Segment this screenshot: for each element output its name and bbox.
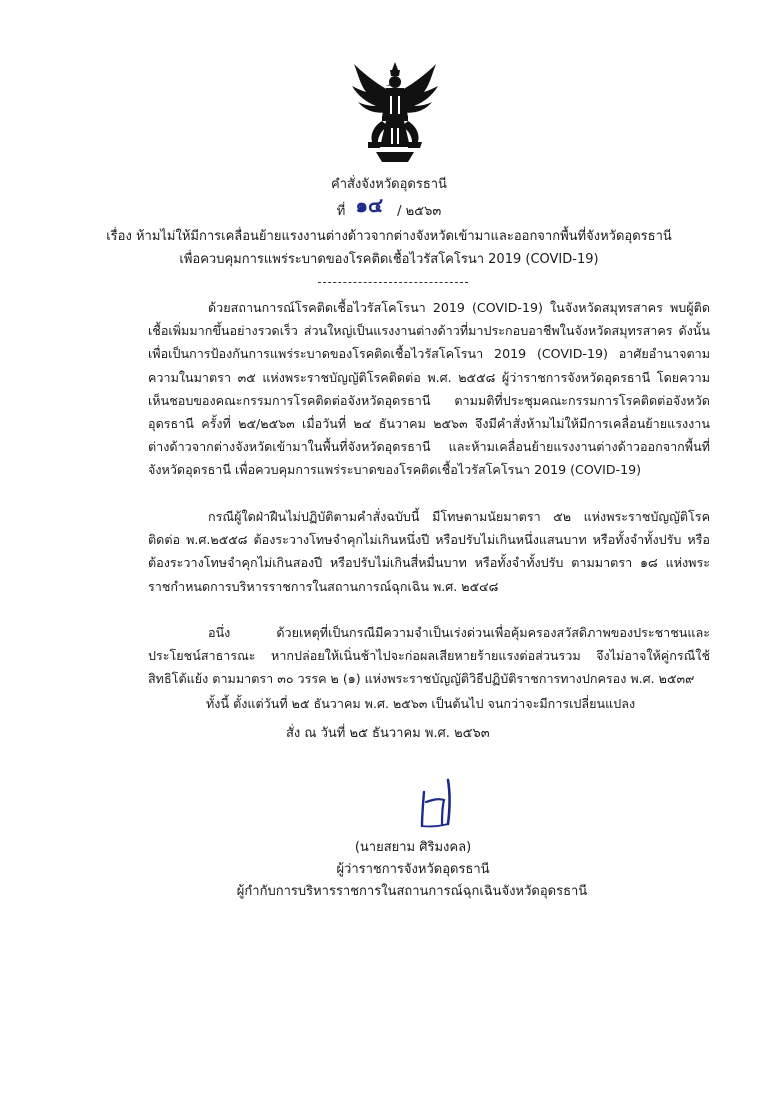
subject-line-1: เรื่อง ห้ามไม่ให้มีการเคลื่อนย้ายแรงงานต่างด้าวจากต่างจังหวัดเข้ามาและออกจากพื้นที่จังหวัดอุดรธานี bbox=[106, 229, 672, 244]
signer-name: (นายสยาม ศิริมงคล) bbox=[354, 840, 472, 855]
order-number-suffix: / ๒๕๖๓ bbox=[397, 204, 442, 219]
paragraph-3 bbox=[148, 621, 710, 691]
subject-line-2: เพื่อควบคุมการแพร่ระบาดของโรคติดเชื้อไวรัสโคโรนา 2019 (COVID-19) bbox=[179, 252, 599, 267]
order-number bbox=[60, 193, 718, 222]
signer-position-2: ผู้กำกับการบริหารราชการในสถานการณ์ฉุกเฉินจังหวัดอุดรธานี bbox=[236, 884, 588, 899]
handwritten-signature bbox=[412, 772, 468, 830]
paragraph-1 bbox=[148, 296, 710, 482]
order-number-handwritten: ๑๔ bbox=[355, 193, 384, 217]
garuda-emblem-icon bbox=[352, 60, 438, 164]
signed-date: สั่ง ณ วันที่ ๒๕ ธันวาคม พ.ศ. ๒๕๖๓ bbox=[286, 726, 490, 741]
signer-position-1: ผู้ว่าราชการจังหวัดอุดรธานี bbox=[336, 862, 490, 877]
paragraph-4-text: ทั้งนี้ ตั้งแต่วันที่ ๒๕ ธันวาคม พ.ศ. ๒๕๖๓ เป็นต้นไป จนกว่าจะมีการเปลี่ยนแปลง bbox=[206, 696, 636, 711]
divider-line bbox=[318, 282, 468, 283]
order-number-prefix: ที่ bbox=[336, 204, 346, 219]
paragraph-4 bbox=[148, 692, 748, 715]
paragraph-1-text: ด้วยสถานการณ์โรคติดเชื้อไวรัสโคโรนา 2019 (COVID-19) ในจังหวัดสมุทรสาคร พบผู้ติดเชื้อเพิ่มมากขึ้นอย่างรวดเร็ว ส่วนใหญ่เป็นแรงงานต่างด้าวที่มาประกอบอาชีพในจังหวัดสมุทรสาคร ดังนั้น เพื่อเป็นการป้องกันการแพร่ระบาดของโรคติดเชื้อไวรัสโคโรนา 2019 (COVID-19) อาศัยอำนาจตามความในมาตรา ๓๕ แห่งพระราชบัญญัติโรคติดต่อ พ.ศ. ๒๕๕๘ ผู้ว่าราชการจังหวัดอุดรธานี โดยความเห็นชอบของคณะกรรมการโรคติดต่อจังหวัดอุดรธานี ตามมติที่ประชุมคณะกรรมการโรคติดต่อจังหวัดอุดรธานี ครั้งที่ ๒๕/๒๕๖๓ เมื่อวันที่ ๒๔ ธันวาคม ๒๕๖๓ จึงมีคำสั่งห้ามไม่ให้มีการเคลื่อนย้ายแรงงานต่างด้าวจากต่างจังหวัดเข้ามาในพื้นที่จังหวัดอุดรธานี และห้ามเคลื่อนย้ายแรงงานต่างด้าวออกจากพื้นที่จังหวัดอุดรธานี เพื่อควบคุมการแพร่ระบาดของโรคติดเชื้อไวรัสโคโรนา 2019 (COVID-19) bbox=[148, 300, 710, 478]
order-title: คำสั่งจังหวัดอุดรธานี bbox=[331, 177, 447, 192]
paragraph-2 bbox=[148, 505, 710, 598]
paragraph-2-text: กรณีผู้ใดฝ่าฝืนไม่ปฏิบัติตามคำสั่งฉบับนี้ มีโทษตามนัยมาตรา ๕๒ แห่งพระราชบัญญัติโรคติดต่อ พ.ศ.๒๕๕๘ ต้องระวางโทษจำคุกไม่เกินหนึ่งปี หรือปรับไม่เกินหนึ่งแสนบาท หรือทั้งจำทั้งปรับ หรือต้องระวางโทษจำคุกไม่เกินสองปี หรือปรับไม่เกินสี่หมื่นบาท หรือทั้งจำทั้งปรับ ตามมาตรา ๑๘ แห่งพระราชกำหนดการบริหารราชการในสถานการณ์ฉุกเฉิน พ.ศ. ๒๕๔๘ bbox=[148, 509, 710, 594]
paragraph-3-text: อนึ่ง ด้วยเหตุที่เป็นกรณีมีความจำเป็นเร่งด่วนเพื่อคุ้มครองสวัสดิภาพของประชาชนและประโยชน์สาธารณะ หากปล่อยให้เนิ่นช้าไปจะก่อผลเสียหายร้ายแรงต่อส่วนรวม จึงไม่อาจให้คู่กรณีใช้สิทธิโต้แย้ง ตามมาตรา ๓๐ วรรค ๒ (๑) แห่งพระราชบัญญัติวิธีปฏิบัติราชการทางปกครอง พ.ศ. ๒๕๓๙ bbox=[148, 625, 710, 687]
